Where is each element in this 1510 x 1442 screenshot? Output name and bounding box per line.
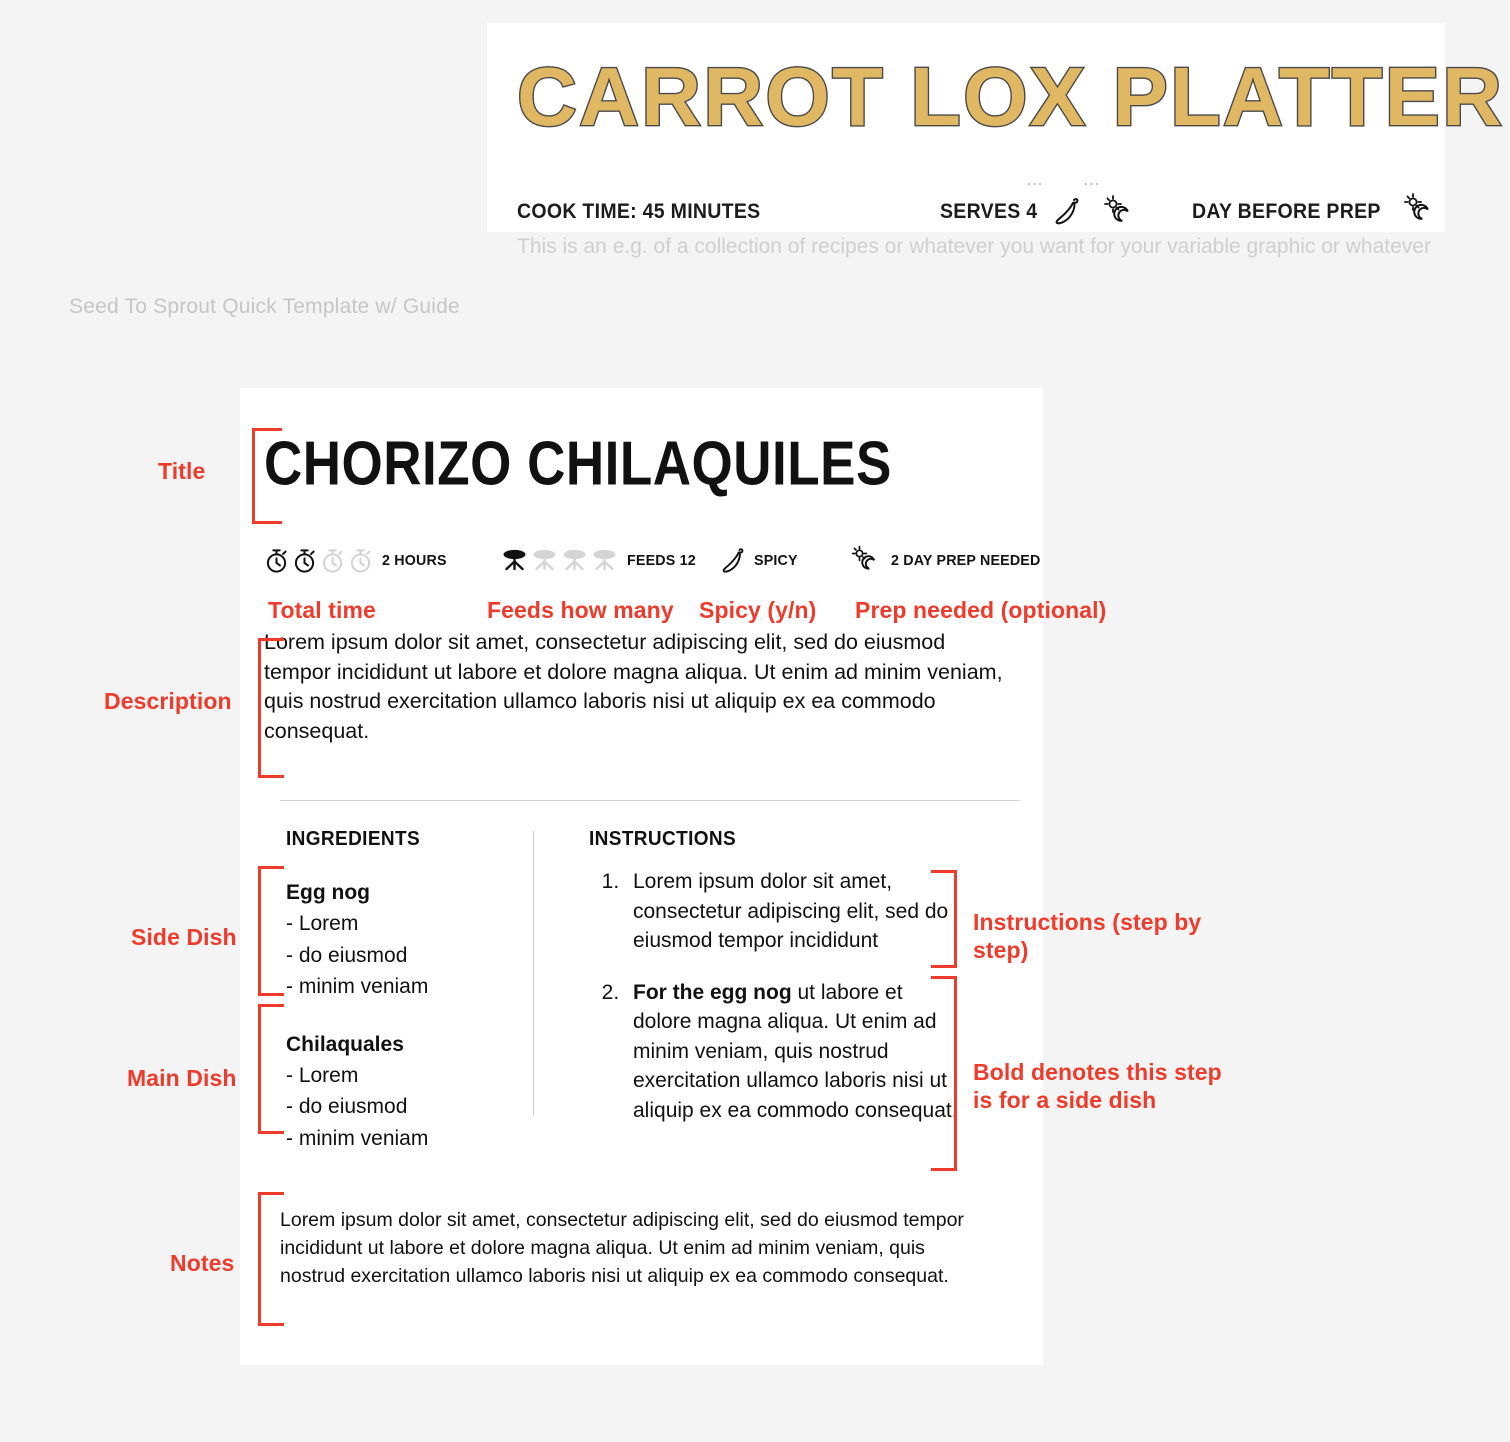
- preview-serves: SERVES 4: [940, 200, 1038, 223]
- preview-dots-1: ...: [1027, 173, 1044, 188]
- recipe-template-card: [240, 388, 1043, 1365]
- ingredient-item: - Lorem: [286, 1063, 359, 1087]
- instruction-step-2-text: ut labore et dolore magna aliqua. Ut enim ad minim veniam, quis nostrud exercitation ullamco laboris nisi ut aliquip ex ea commodo consequat.: [633, 980, 958, 1122]
- instruction-step-1-text: Lorem ipsum dolor sit amet, consectetur adipiscing elit, sed do eiusmod tempor incididunt: [633, 870, 949, 952]
- ingredient-item: - do eiusmod: [286, 1095, 408, 1118]
- recipe-preview-card: [487, 23, 1505, 258]
- annotation-bold-denotes-label: Bold denotes this step is for a side dish: [973, 1059, 1222, 1113]
- ingredient-item: - do eiusmod: [286, 943, 408, 967]
- meta-prep-label: 2 DAY PREP NEEDED: [891, 551, 1041, 569]
- chili-pepper-icon: [721, 546, 745, 574]
- sun-moon-icon-2: [1402, 192, 1436, 231]
- stool-icon: [501, 547, 528, 573]
- annotation-bracket-notes: [258, 1192, 284, 1326]
- preview-recipe-title: CARROT LOX PLATTER: [517, 50, 1505, 144]
- meta-feeds-label: FEEDS 12: [627, 551, 696, 569]
- annotation-feeds-label: Feeds how many: [487, 597, 674, 623]
- annotation-title-label: Title: [158, 458, 206, 484]
- stopwatch-icon: [292, 547, 317, 574]
- annotation-description-label: Description: [104, 688, 232, 714]
- preview-dots-2: ...: [1084, 173, 1101, 188]
- sun-moon-icon: [849, 545, 882, 575]
- annotation-total-time-label: Total time: [268, 597, 376, 623]
- meta-spicy-label: SPICY: [754, 551, 798, 569]
- recipe-description: Lorem ipsum dolor sit amet, consectetur adipiscing elit, sed do eiusmod tempor incididunt ut labore et dolore magna aliqua. Ut enim ad minim veniam, quis nostrud exercitation ullamco laboris nisi ut aliquip ex ea commodo consequat.: [264, 630, 1003, 743]
- stool-icon-empty: [561, 547, 588, 573]
- annotation-instructions-label: Instructions (step by step): [973, 909, 1202, 963]
- meta-total-time: [264, 543, 450, 577]
- preview-meta-row: [517, 198, 1427, 228]
- annotation-bracket-instructions: [931, 870, 957, 968]
- meta-prep-needed: [849, 543, 1048, 577]
- stool-icon-set: [501, 547, 618, 573]
- annotation-bracket-side-dish: [258, 866, 284, 996]
- ingredient-group-main-dish: [286, 1029, 536, 1155]
- ingredient-item: - Lorem: [286, 912, 359, 935]
- annotation-bracket-title: [252, 428, 282, 524]
- ingredient-group-side-dish: [286, 877, 536, 1003]
- meta-feeds: [501, 543, 699, 577]
- stopwatch-icon: [264, 547, 289, 574]
- ingredients-column: [286, 828, 536, 1154]
- meta-total-time-label: 2 HOURS: [382, 551, 447, 569]
- annotation-notes-label: Notes: [170, 1250, 235, 1276]
- recipe-meta-row: [264, 543, 1041, 577]
- annotation-bracket-bold-denotes: [931, 976, 957, 1171]
- ingredient-item: - minim veniam: [286, 975, 429, 998]
- stopwatch-icon-empty: [320, 547, 345, 574]
- sun-moon-icon: [1102, 194, 1136, 233]
- instructions-list: [589, 867, 959, 1125]
- ingredient-group-title: Egg nog: [286, 881, 370, 904]
- recipe-notes: Lorem ipsum dolor sit amet, consectetur adipiscing elit, sed do eiusmod tempor incididunt ut labore et dolore magna aliqua. Ut enim ad minim veniam, quis nostrud exercitation ullamco laboris nisi ut aliquip ex ea commodo consequat.: [280, 1209, 964, 1287]
- annotation-prep-label: Prep needed (optional): [855, 597, 1107, 623]
- template-caption: Seed To Sprout Quick Template w/ Guide: [69, 295, 460, 318]
- annotation-spicy-label: Spicy (y/n): [699, 597, 817, 623]
- instruction-step-2: [625, 978, 959, 1126]
- instruction-step-2-bold: For the egg nog: [633, 980, 792, 1004]
- stool-icon-empty: [591, 547, 618, 573]
- instructions-column: [589, 828, 959, 1147]
- instruction-step-1: [625, 867, 959, 956]
- page-title: CHORIZO CHILAQUILES: [264, 429, 892, 499]
- annotation-main-dish-label: Main Dish: [127, 1065, 237, 1091]
- annotation-side-dish-label: Side Dish: [131, 924, 237, 950]
- meta-spicy: [721, 543, 800, 577]
- section-divider: [280, 800, 1020, 801]
- instructions-heading: INSTRUCTIONS: [589, 828, 737, 850]
- preview-cook-time: COOK TIME: 45 MINUTES: [517, 200, 761, 223]
- preview-day-before-prep: DAY BEFORE PREP: [1192, 200, 1381, 223]
- ingredient-item: - minim veniam: [286, 1126, 429, 1150]
- preview-faded-description: This is an e.g. of a collection of recipes or whatever you want for your variable graphic or whatever: [517, 235, 1431, 258]
- chili-pepper-icon: [1054, 196, 1080, 231]
- annotation-bracket-description: [258, 638, 284, 778]
- ingredients-heading: INGREDIENTS: [286, 828, 421, 850]
- annotation-bracket-main-dish: [258, 1004, 284, 1134]
- stool-icon-empty: [531, 547, 558, 573]
- ingredient-group-title: Chilaquales: [286, 1032, 404, 1056]
- stopwatch-icon-set: [264, 547, 373, 574]
- stopwatch-icon-empty: [348, 547, 373, 574]
